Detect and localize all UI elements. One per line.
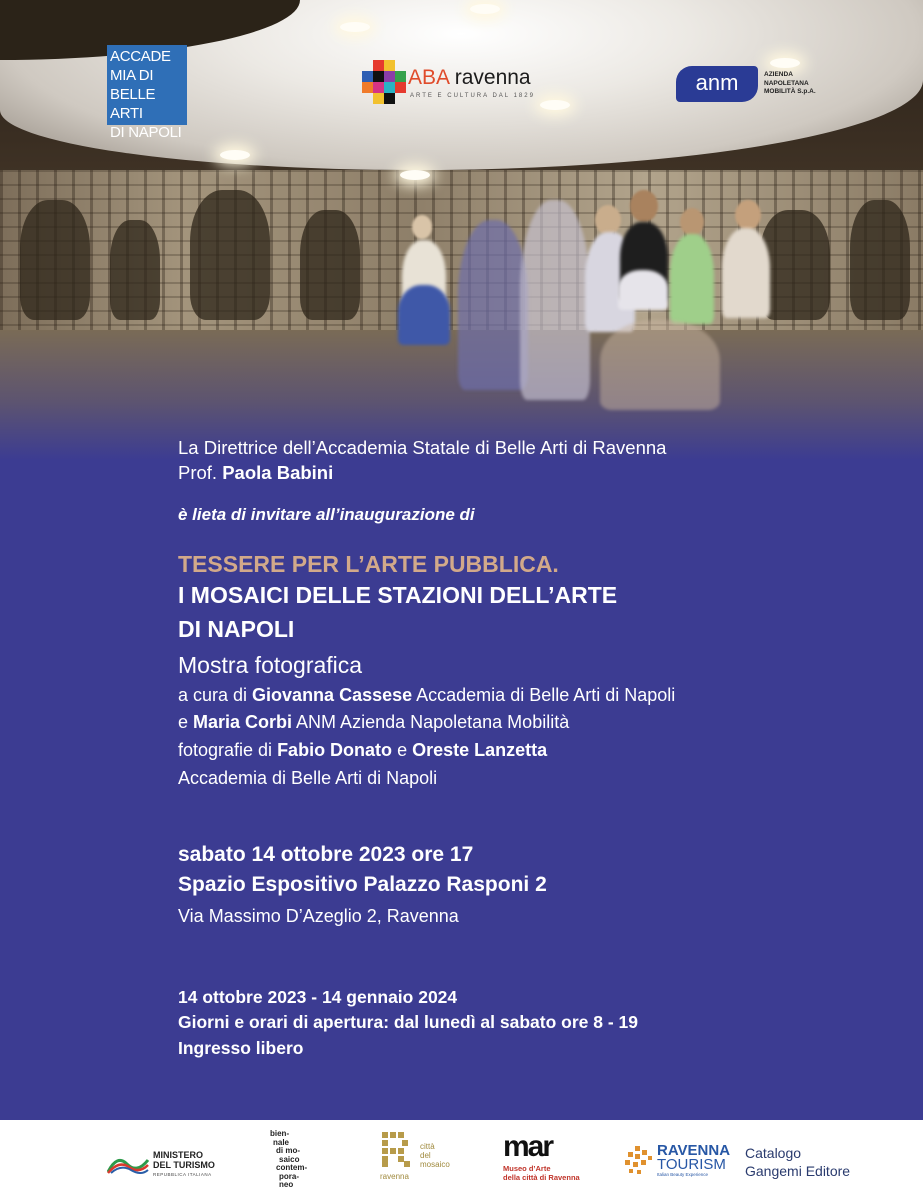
mountain-wave-icon: [107, 1152, 149, 1174]
catalog-publisher: Catalogo Gangemi Editore: [745, 1145, 851, 1179]
director-line: La Direttrice dell’Accademia Statale di Belle Arti di Ravenna: [178, 437, 667, 458]
exhibition-period: 14 ottobre 2023 - 14 gennaio 2024: [178, 987, 458, 1007]
aba-ravenna-logo: ABA ravenna ARTE E CULTURA DAL 1829: [362, 60, 572, 110]
anm-logo: anm AZIENDA NAPOLETANA MOBILITÀ S.p.A.: [676, 66, 826, 106]
exhibition-subtitle: Mostra fotografica: [178, 652, 363, 678]
event-venue: Spazio Espositivo Palazzo Rasponi 2: [178, 873, 547, 896]
professor-line: Prof. Paola Babini: [178, 462, 334, 483]
curator-line-1: a cura di Giovanna Cassese Accademia di Belle Arti di Napoli: [178, 685, 676, 705]
photographers-line: fotografie di Fabio Donato e Oreste Lanzetta: [178, 740, 548, 760]
biennale-mosaico-logo: bien- nale di mo- saico contem- pora- neo: [270, 1129, 308, 1189]
mosaic-r-icon: [380, 1130, 414, 1168]
mar-museum-logo: mar Museo d’Arte della città di Ravenna: [503, 1130, 580, 1182]
ministero-turismo-logo: MINISTERO DEL TURISMO REPUBBLICA ITALIANA: [107, 1144, 217, 1180]
sponsor-footer: [0, 1120, 923, 1200]
ravenna-citta-mosaico-logo: città del mosaico ravenna: [380, 1130, 460, 1180]
opening-hours: Giorni e orari di apertura: dal lunedì al sabato ore 8 - 19: [178, 1012, 638, 1032]
event-address: Via Massimo D’Azeglio 2, Ravenna: [178, 906, 459, 926]
invite-line: è lieta di invitare all’inaugurazione di: [178, 505, 475, 524]
exhibition-title-line2: I MOSAICI DELLE STAZIONI DELL’ARTE: [178, 582, 618, 608]
photographers-affiliation: Accademia di Belle Arti di Napoli: [178, 768, 438, 788]
curator-line-2: e Maria Corbi ANM Azienda Napoletana Mobilità: [178, 712, 570, 732]
free-entry: Ingresso libero: [178, 1038, 304, 1058]
tourism-dots-icon: [623, 1144, 655, 1176]
aba-cube-icon: [362, 60, 406, 104]
exhibition-title: TESSERE PER L’ARTE PUBBLICA.: [178, 551, 559, 577]
exhibition-title-line3: DI NAPOLI: [178, 616, 295, 642]
ravenna-tourism-logo: RAVENNA TOURISM Italian Beauty Experience: [623, 1140, 733, 1180]
accademia-napoli-logo: ACCADE MIA DI BELLE ARTI DI NAPOLI: [107, 45, 187, 125]
event-date: sabato 14 ottobre 2023 ore 17: [178, 843, 474, 866]
